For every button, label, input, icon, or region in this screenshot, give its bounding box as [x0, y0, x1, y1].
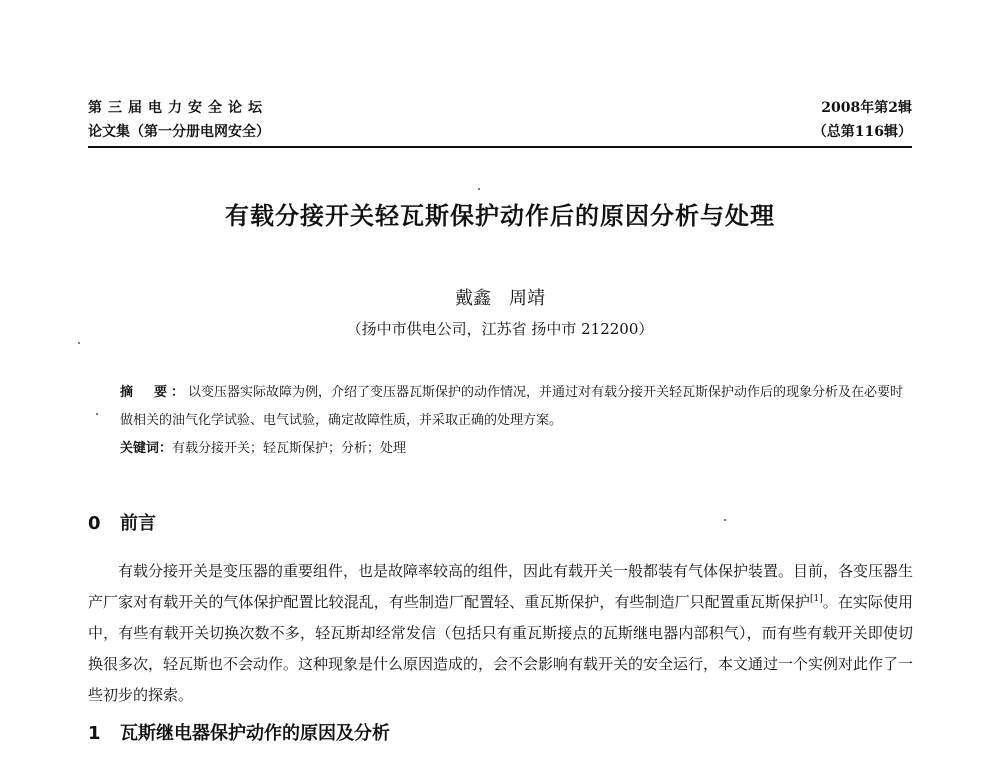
section-number: 1 [88, 723, 101, 744]
header-row-1 [88, 96, 912, 120]
abstract-text: 以变压器实际故障为例，介绍了变压器瓦斯保护的动作情况，并通过对有载分接开关轻瓦斯保护动作后的现象分析及在必要时做相关的油气化学试验、电气试验，确定故障性质，并采取正确的处理方案。 [120, 385, 904, 428]
keywords-text: 有载分接开关；轻瓦斯保护；分析；处理 [172, 441, 407, 456]
intro-text-part2: 。在实际使用中，有些有载开关切换次数不多，轻瓦斯却经常发信（包括只有重瓦斯接点的瓦斯继电器内部积气），而有些有载开关即使切换很多次，轻瓦斯也不会动作。这种现象是什么原因造成的，会不会影响有载开关的安全运行，本文通过一个实例对此作了一些初步的探索。 [88, 593, 914, 704]
section-heading-preface [88, 511, 156, 537]
abstract [120, 379, 910, 435]
scan-speck [724, 519, 726, 521]
section-heading-gas-relay [88, 721, 390, 747]
proceedings-name: 论文集（第一分册电网安全） [88, 124, 270, 140]
section-title: 瓦斯继电器保护动作的原因及分析 [120, 723, 390, 744]
section-number: 0 [88, 513, 101, 534]
running-header [88, 96, 912, 144]
keywords [120, 436, 910, 462]
paper-title: 有载分接开关轻瓦斯保护动作后的原因分析与处理 [225, 202, 775, 230]
issue-number: 2008年第2辑 [821, 100, 912, 116]
section-title: 前言 [120, 513, 156, 534]
total-issue-number: （总第116辑） [812, 124, 912, 140]
keywords-label: 关键词： [120, 441, 173, 456]
forum-name: 第三届电力安全论坛 [88, 100, 268, 116]
abstract-label: 摘 要： [120, 385, 189, 400]
author-name: 周靖 [509, 288, 545, 309]
intro-text-part1: 有载分接开关是变压器的重要组件，也是故障率较高的组件，因此有载开关一般都装有气体保护装置。目前，各变压器生产厂家对有载开关的气体保护配置比较混乱，有些制造厂配置轻、重瓦斯保护，有些制造厂只配置重瓦斯保护 [88, 562, 914, 611]
citation-ref: [1] [809, 594, 823, 604]
author-list [0, 286, 1000, 312]
author-name: 戴鑫 [455, 288, 491, 309]
author-affiliation: （扬中市供电公司，江苏省 扬中市 212200） [346, 320, 654, 338]
intro-paragraph [88, 556, 913, 711]
header-divider [88, 146, 912, 148]
scan-speck [96, 413, 98, 415]
header-row-2 [88, 120, 912, 144]
scan-speck [478, 188, 480, 190]
scan-speck [78, 342, 80, 344]
